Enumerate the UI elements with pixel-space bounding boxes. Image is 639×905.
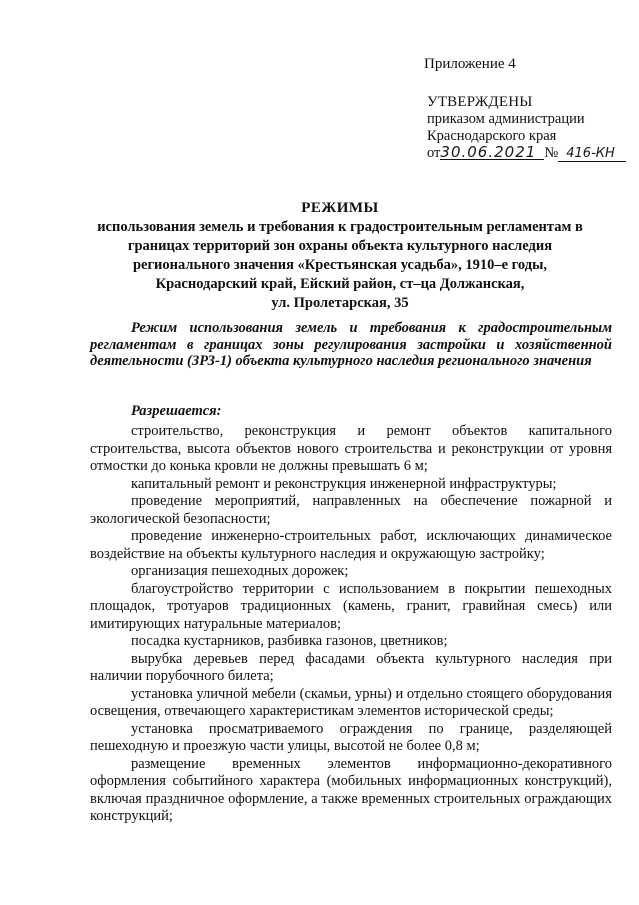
- document-title-block: [60, 199, 620, 313]
- list-item: капитальный ремонт и реконструкция инженерной инфраструктуры;: [131, 475, 557, 492]
- handwritten-order-number: 416-КН: [558, 147, 626, 162]
- title-line: ул. Пролетарская, 35: [271, 295, 409, 311]
- list-item: организация пешеходных дорожек;: [131, 563, 349, 579]
- approval-line-2: Краснодарского края: [427, 128, 557, 144]
- allowed-label: Разрешается:: [131, 403, 222, 419]
- list-item: размещение временных элементов информационно-декоративного оформления событийного характера (мобильных информационных конструкций), включая праздничное оформление, а также временных строительных ограждающих конструкций;: [90, 755, 612, 824]
- from-prefix: от: [427, 145, 441, 161]
- list-item: строительство, реконструкция и ремонт объектов капитального строительства, высота объектов нового строительства и реконструкции от уровня отмостки до конька кровли не должны превышать 6 м;: [90, 423, 612, 474]
- regime-heading: Режим использования земель и требования к градостроительным регламентам в границах зоны регулирования застройки и хозяйственной деятельности (ЗРЗ-1) объекта культурного наследия регионального значения: [90, 320, 612, 369]
- list-item: установка просматриваемого ограждения по границе, разделяющей пешеходную и проезжую части улицы, высотой не более 0,8 м;: [90, 720, 612, 754]
- list-item: проведение инженерно-строительных работ, исключающих динамическое воздействие на объекты культурного наследия и окружающую застройку;: [90, 528, 612, 562]
- approval-line-1: приказом администрации: [427, 111, 585, 127]
- approval-date-line: [427, 145, 626, 162]
- title-line: регионального значения «Крестьянская усадьба», 1910–е годы,: [132, 257, 548, 273]
- title-line: границах территорий зон охраны объекта культурного наследия: [127, 238, 553, 254]
- handwritten-date: 30.06.2021: [440, 145, 544, 160]
- allowed-items-list: [90, 423, 612, 826]
- approval-stamp-block: [427, 94, 626, 162]
- title-line: Краснодарский край, Ейский район, ст–ца Должанская,: [155, 276, 525, 292]
- list-item: установка уличной мебели (скамьи, урны) и отдельно стоящего оборудования освещения, отвечающего характеристикам элементов исторической среды;: [90, 685, 612, 719]
- number-sign: №: [544, 145, 559, 161]
- appendix-label: Приложение 4: [424, 56, 516, 72]
- approval-title: УТВЕРЖДЕНЫ: [427, 94, 533, 110]
- list-item: проведение мероприятий, направленных на обеспечение пожарной и экологической безопасности;: [90, 493, 612, 527]
- title-line: использования земель и требования к градостроительным регламентам в: [97, 219, 583, 235]
- list-item: посадка кустарников, разбивка газонов, цветников;: [131, 633, 448, 649]
- list-item: вырубка деревьев перед фасадами объекта культурного наследия при наличии порубочного билета;: [90, 650, 612, 684]
- document-title: РЕЖИМЫ: [301, 200, 379, 216]
- list-item: благоустройство территории с использованием в покрытии пешеходных площадок, тротуаров традиционных (камень, гранит, гравийная смесь) или имитирующих натуральные материалов;: [90, 580, 612, 632]
